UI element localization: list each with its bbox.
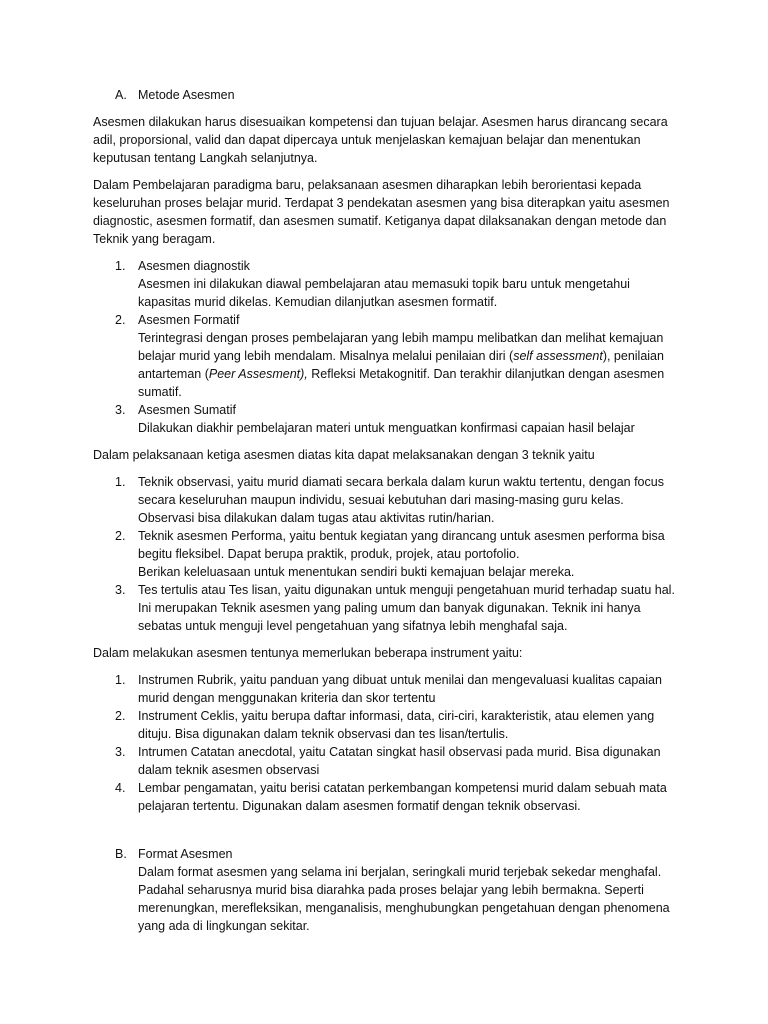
list-item — [93, 743, 683, 779]
instrument-text: Instrument Ceklis, yaitu berupa daftar informasi, data, ciri-ciri, karakteristik, atau elemen yang dituju. Bisa digunakan dalam teknik observasi dan tes lisan/tertulis. — [138, 709, 655, 741]
list-number: 4. — [115, 781, 126, 795]
list-item — [93, 581, 683, 635]
approach-description: Terintegrasi dengan proses pembelajaran yang lebih mampu melibatkan dan melihat kemajuan belajar murid yang lebih mendalam. Misalnya melalui penilaian diri (self assessment), penilaian antarteman (Peer Assesment), Refleksi Metakognitif. Dan terakhir dilanjutkan dengan asesmen sumatif. — [138, 331, 665, 399]
approach-title: Asesmen Formatif — [138, 313, 240, 327]
list-number: 3. — [115, 745, 126, 759]
section-b-title: Format Asesmen — [138, 847, 233, 861]
approach-description: Asesmen ini dilakukan diawal pembelajaran atau memasuki topik baru untuk mengetahui kapasitas murid dikelas. Kemudian dilanjutkan asesmen formatif. — [138, 277, 630, 309]
list-number: 1. — [115, 259, 126, 273]
list-item — [93, 707, 683, 743]
instrument-text: Intrumen Catatan anecdotal, yaitu Catatan singkat hasil observasi pada murid. Bisa digunakan dalam teknik asesmen observasi — [138, 745, 661, 777]
italic-term: Peer Assesment), — [208, 367, 308, 381]
list-number: 3. — [115, 583, 126, 597]
approach-list — [93, 257, 683, 437]
approach-title: Asesmen diagnostik — [138, 259, 250, 273]
instrument-text: Lembar pengamatan, yaitu berisi catatan perkembangan kompetensi murid dalam sebuah mata pelajaran tertentu. Digunakan dalam asesmen formatif dengan teknik observasi. — [138, 781, 667, 813]
list-item — [93, 257, 683, 311]
paragraph-approaches: Dalam Pembelajaran paradigma baru, pelaksanaan asesmen diharapkan lebih berorientasi kepada keseluruhan proses belajar murid. Terdapat 3 pendekatan asesmen yang bisa diterapkan yaitu asesmen diagnostic, asesmen formatif, dan asesmen sumatif. Ketiganya dapat dilaksanakan dengan metode dan Teknik yang beragam. — [93, 178, 670, 246]
section-a-letter: A. — [115, 88, 127, 102]
technique-list — [93, 473, 683, 635]
section-b-heading — [93, 845, 683, 863]
instrument-text: Instrumen Rubrik, yaitu panduan yang dibuat untuk menilai dan mengevaluasi kualitas capaian murid dengan menggunakan kriteria dan skor tertentu — [138, 673, 662, 705]
approach-title: Asesmen Sumatif — [138, 403, 236, 417]
list-item — [93, 401, 683, 437]
paragraph-intro: Asesmen dilakukan harus disesuaikan kompetensi dan tujuan belajar. Asesmen harus dirancang secara adil, proporsional, valid dan dapat dipercaya untuk menjelaskan kemajuan belajar dan menentukan keputusan tentang Langkah selanjutnya. — [93, 115, 668, 165]
section-a-title: Metode Asesmen — [138, 88, 235, 102]
paragraph-techniques: Dalam pelaksanaan ketiga asesmen diatas kita dapat melaksanakan dengan 3 teknik yaitu — [93, 448, 595, 462]
paragraph-format: Dalam format asesmen yang selama ini berjalan, seringkali murid terjebak sekedar menghafal. Padahal seharusnya murid bisa diarahka pada proses belajar yang lebih bermakna. Seperti merenungkan, merefleksikan, menganalisis, menghubungkan pengetahuan dengan phenomena yang ada di lingkungan sekitar. — [138, 865, 670, 933]
approach-description: Dilakukan diakhir pembelajaran materi untuk menguatkan konfirmasi capaian hasil belajar — [138, 421, 635, 435]
technique-text: Teknik observasi, yaitu murid diamati secara berkala dalam kurun waktu tertentu, dengan focus secara keseluruhan maupun individu, sesuai kebutuhan dari masing-masing guru kelas. Observasi bisa dilakukan dalam tugas atau aktivitas rutin/harian. — [138, 475, 664, 525]
technique-text: Tes tertulis atau Tes lisan, yaitu digunakan untuk menguji pengetahuan murid terhadap suatu hal. Ini merupakan Teknik asesmen yang paling umum dan banyak digunakan. Teknik ini hanya sebatas untuk menguji level pengetahuan yang sifatnya lebih menghafal saja. — [138, 583, 675, 633]
list-number: 1. — [115, 475, 126, 489]
section-a-heading — [93, 86, 683, 104]
italic-term: self assessment — [513, 349, 603, 363]
document-body — [93, 86, 683, 944]
list-number: 2. — [115, 529, 126, 543]
list-item — [93, 779, 683, 815]
instrument-list — [93, 671, 683, 815]
section-b-letter: B. — [115, 847, 127, 861]
list-item — [93, 527, 683, 581]
paragraph-instruments: Dalam melakukan asesmen tentunya memerlukan beberapa instrument yaitu: — [93, 646, 523, 660]
list-number: 1. — [115, 673, 126, 687]
list-number: 2. — [115, 313, 126, 327]
technique-text: Teknik asesmen Performa, yaitu bentuk kegiatan yang dirancang untuk asesmen performa bisa begitu fleksibel. Dapat berupa praktik, produk, projek, atau portofolio. — [138, 529, 665, 561]
list-number: 3. — [115, 403, 126, 417]
list-item — [93, 671, 683, 707]
list-number: 2. — [115, 709, 126, 723]
technique-extra-text: Berikan keleluasaan untuk menentukan sendiri bukti kemajuan belajar mereka. — [138, 565, 575, 579]
list-item — [93, 473, 683, 527]
list-item — [93, 311, 683, 401]
